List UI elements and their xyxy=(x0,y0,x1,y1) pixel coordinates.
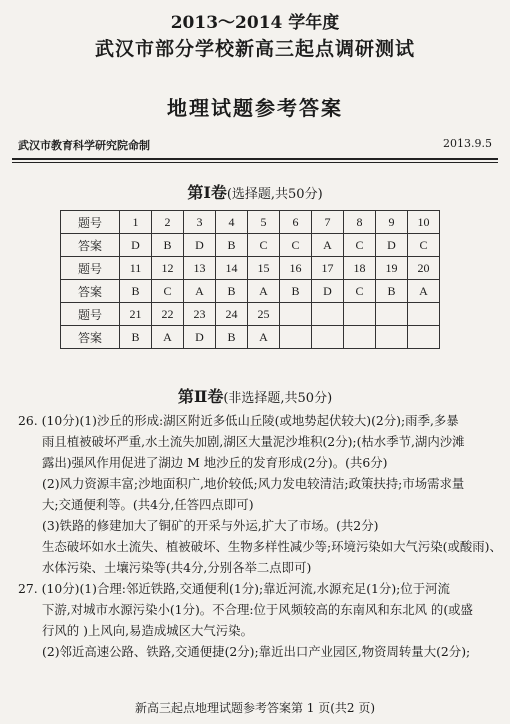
section-2-heading xyxy=(0,384,510,407)
document-title: 地理试题参考答案 xyxy=(167,96,343,120)
answer-cell: 2 xyxy=(152,211,184,234)
answer-cell: A xyxy=(248,326,280,349)
answer-cell: 3 xyxy=(184,211,216,234)
page-footer: 新高三起点地理试题参考答案第 1 页(共2 页) xyxy=(134,701,376,715)
body-line: 露出)强风作用促进了湖边 M 地沙丘的发育形成(2分)。(共6分) xyxy=(42,455,388,470)
answer-cell: 21 xyxy=(120,303,152,326)
answer-cell: B xyxy=(120,280,152,303)
answer-body xyxy=(18,410,502,662)
answer-cell: C xyxy=(280,234,312,257)
body-line: (2)邻近高速公路、铁路,交通便捷(2分);靠近出口产业园区,物资周转量大(2分); xyxy=(42,644,471,659)
issue-date: 2013.9.5 xyxy=(443,137,492,150)
row-header-cell: 答案 xyxy=(61,280,120,303)
body-line: (3)铁路的修建加大了铜矿的开采与外运,扩大了市场。(共2分) xyxy=(42,518,379,533)
answer-cell: B xyxy=(152,234,184,257)
answer-cell: C xyxy=(408,234,440,257)
answer-cell: 9 xyxy=(376,211,408,234)
answer-cell: C xyxy=(344,280,376,303)
section-1-heading xyxy=(0,180,510,203)
answer-table-row xyxy=(61,280,440,303)
answer-cell: C xyxy=(248,234,280,257)
row-header-cell: 题号 xyxy=(61,211,120,234)
body-line: 行风的 )上风向,易造成城区大气污染。 xyxy=(42,623,253,638)
answer-cell: 15 xyxy=(248,257,280,280)
answer-cell: B xyxy=(120,326,152,349)
answer-cell: 18 xyxy=(344,257,376,280)
answer-cell xyxy=(344,326,376,349)
answer-cell: D xyxy=(184,234,216,257)
header-rule-thin xyxy=(12,162,498,163)
answer-cell: C xyxy=(152,280,184,303)
answer-table xyxy=(60,210,440,349)
answer-cell: 7 xyxy=(312,211,344,234)
body-line: 水体污染、土壤污染等(共4分,分别各举二点即可) xyxy=(42,560,312,575)
answer-cell xyxy=(280,303,312,326)
answer-cell: 1 xyxy=(120,211,152,234)
answer-cell: B xyxy=(376,280,408,303)
section-1-title: 第Ⅰ卷 xyxy=(187,183,227,202)
issuer-line xyxy=(18,137,492,155)
answer-cell: A xyxy=(408,280,440,303)
answer-cell: D xyxy=(120,234,152,257)
answer-cell: D xyxy=(376,234,408,257)
answer-cell: 14 xyxy=(216,257,248,280)
answer-table-row xyxy=(61,234,440,257)
answer-cell: B xyxy=(216,326,248,349)
answer-cell: 24 xyxy=(216,303,248,326)
answer-cell: B xyxy=(216,280,248,303)
answer-cell: 22 xyxy=(152,303,184,326)
answer-cell xyxy=(408,326,440,349)
answer-cell: 11 xyxy=(120,257,152,280)
answer-table-row xyxy=(61,303,440,326)
answer-cell xyxy=(376,326,408,349)
row-header-cell: 答案 xyxy=(61,234,120,257)
answer-cell xyxy=(280,326,312,349)
answer-table-row xyxy=(61,326,440,349)
body-line: 大;交通便利等。(共4分,任答四点即可) xyxy=(42,497,254,512)
answer-cell: C xyxy=(344,234,376,257)
answer-cell: 6 xyxy=(280,211,312,234)
answer-cell: A xyxy=(312,234,344,257)
answer-table-row xyxy=(61,211,440,234)
answer-cell xyxy=(312,326,344,349)
section-2-title: 第Ⅱ卷 xyxy=(177,387,224,406)
body-line: 26. (10分)(1)沙丘的形成:湖区附近多低山丘陵(或地势起伏较大)(2分);雨季,多暴 xyxy=(18,413,459,428)
body-line: 27. (10分)(1)合理:邻近铁路,交通便利(1分);靠近河流,水源充足(1分);位于河流 xyxy=(18,581,450,596)
answer-cell: A xyxy=(184,280,216,303)
issuer: 武汉市教育科学研究院命制 xyxy=(18,139,150,152)
school-year-title: 2013～2014 学年度 xyxy=(170,13,340,33)
answer-cell xyxy=(408,303,440,326)
answer-cell: 16 xyxy=(280,257,312,280)
answer-cell: 20 xyxy=(408,257,440,280)
body-line: (2)风力资源丰富;沙地面积广,地价较低;风力发电较清洁;政策扶持;市场需求量 xyxy=(42,476,465,491)
section-1-subtitle: (选择题,共50分) xyxy=(226,187,323,202)
answer-cell: A xyxy=(152,326,184,349)
answer-cell xyxy=(344,303,376,326)
answer-cell xyxy=(376,303,408,326)
exam-title: 武汉市部分学校新高三起点调研测试 xyxy=(94,38,415,60)
answer-cell: 4 xyxy=(216,211,248,234)
body-line: 生态破坏如水土流失、植被破坏、生物多样性减少等;环境污染如大气污染(或酸雨)、 xyxy=(42,539,502,554)
answer-cell xyxy=(312,303,344,326)
answer-table-row xyxy=(61,257,440,280)
row-header-cell: 答案 xyxy=(61,326,120,349)
answer-cell: 8 xyxy=(344,211,376,234)
body-line: 雨且植被破坏严重,水土流失加剧,湖区大量泥沙堆积(2分);(枯水季节,湖内沙滩 xyxy=(42,434,465,449)
answer-cell: 25 xyxy=(248,303,280,326)
section-2-subtitle: (非选择题,共50分) xyxy=(223,391,333,406)
answer-cell: D xyxy=(312,280,344,303)
answer-cell: 17 xyxy=(312,257,344,280)
answer-cell: D xyxy=(184,326,216,349)
header-rule-thick xyxy=(12,158,498,160)
answer-cell: 19 xyxy=(376,257,408,280)
answer-cell: 13 xyxy=(184,257,216,280)
row-header-cell: 题号 xyxy=(61,303,120,326)
row-header-cell: 题号 xyxy=(61,257,120,280)
answer-cell: 12 xyxy=(152,257,184,280)
answer-cell: 10 xyxy=(408,211,440,234)
answer-cell: A xyxy=(248,280,280,303)
body-line: 下游,对城市水源污染小(1分)。不合理:位于风频较高的东南风和东北风 的(或盛 xyxy=(42,602,473,617)
answer-cell: B xyxy=(280,280,312,303)
answer-cell: 5 xyxy=(248,211,280,234)
answer-cell: B xyxy=(216,234,248,257)
answer-cell: 23 xyxy=(184,303,216,326)
